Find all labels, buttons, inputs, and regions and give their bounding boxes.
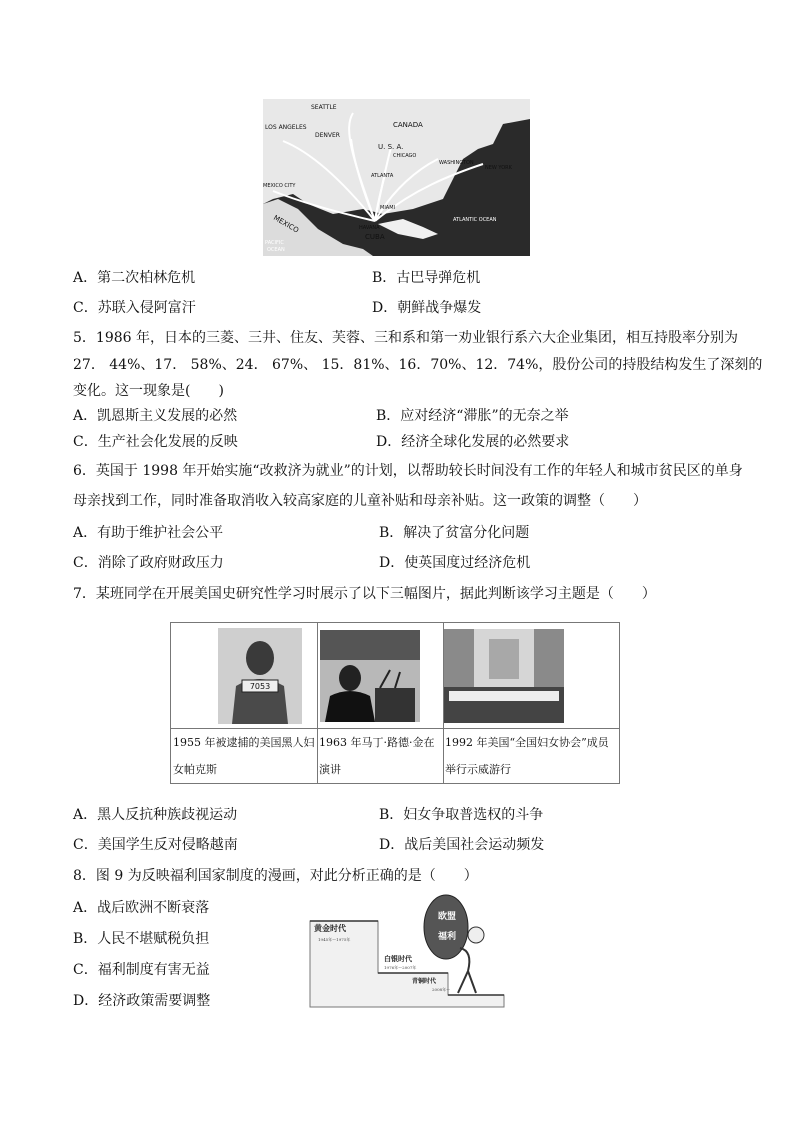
photo-king	[320, 630, 420, 722]
map-label-cuba: CUBA	[365, 233, 385, 241]
cartoon-bag-label-eu: 欧盟	[438, 912, 457, 922]
q8-stem: 8．图 9 为反映福利国家制度的漫画，对此分析正确的是（ ）	[73, 868, 478, 884]
caption-march	[443, 728, 619, 783]
map-label-pacific-ocean: OCEAN	[267, 247, 285, 253]
photo-cell-king	[317, 623, 444, 783]
q6-option-a: A．有助于维护社会公平	[73, 525, 224, 541]
caption-parks	[171, 728, 317, 783]
q5-stem-line2: 27． 44%、17． 58%、24． 67%、 15．81%、16．70%、12．74%，股份公司的持股结构发生了深刻的	[73, 357, 763, 373]
q8-option-c: C．福利制度有害无益	[73, 962, 210, 978]
cartoon-svg	[308, 893, 508, 1009]
caption-march-line2: 举行示威游行	[445, 763, 511, 776]
q6-option-b: B．解决了贫富分化问题	[379, 525, 530, 541]
q4-option-d: D．朝鲜战争爆发	[372, 300, 482, 316]
parks-board-number: 7053	[249, 682, 271, 691]
map-label-mexico: MEXICO	[272, 213, 301, 235]
q7-option-d: D．战后美国社会运动频发	[379, 837, 545, 853]
cartoon-silver-years: 1976年～2007年	[384, 965, 417, 970]
photo-cell-march	[443, 623, 619, 783]
cartoon-bronze-years: 2008年～	[432, 987, 451, 992]
map-label-seattle: SEATTLE	[311, 104, 337, 111]
caption-king-line2: 演讲	[319, 763, 341, 776]
photo-parks	[218, 628, 302, 724]
q5-stem-line3: 变化。这一现象是( )	[73, 383, 224, 399]
q5-option-c: C．生产社会化发展的反映	[73, 434, 238, 450]
map-label-new-york: NEW YORK	[485, 165, 512, 171]
q7-photo-table	[170, 622, 620, 784]
cartoon-silver-age: 白银时代	[384, 954, 412, 963]
q8-option-a: A．战后欧洲不断衰落	[73, 900, 210, 916]
cartoon-bag-label-welfare: 福利	[438, 932, 457, 942]
q7-stem: 7．某班同学在开展美国史研究性学习时展示了以下三幅图片，据此判断该学习主题是（ ）	[73, 586, 656, 602]
q8-option-d: D．经济政策需要调整	[73, 993, 211, 1009]
map-label-chicago: CHICAGO	[393, 153, 417, 159]
q5-option-b: B．应对经济“滞胀”的无奈之举	[376, 408, 569, 424]
q6-stem-line1: 6．英国于 1998 年开始实施“改救济为就业”的计划，以帮助较长时间没有工作的年轻人和城市贫民区的单身	[73, 463, 743, 479]
map-label-washington: WASHINGTON	[439, 160, 474, 166]
q7-option-c: C．美国学生反对侵略越南	[73, 837, 238, 853]
map-label-atlanta: ATLANTA	[371, 173, 394, 179]
caption-king-line1: 1963 年马丁·路德·金在	[319, 736, 435, 749]
map-label-atlantic: ATLANTIC OCEAN	[453, 217, 497, 223]
welfare-cartoon	[308, 893, 508, 1009]
q5-stem-line1: 5．1986 年，日本的三菱、三井、住友、芙蓉、三和系和第一劝业银行系六大企业集团，相互持股率分别为	[73, 330, 738, 346]
map-label-los-angeles: LOS ANGELES	[265, 124, 307, 131]
cartoon-gold-years: 1945年～1975年	[318, 937, 351, 942]
map-svg	[263, 99, 530, 256]
map-label-pacific: PACIFIC	[265, 240, 284, 246]
q6-option-c: C．消除了政府财政压力	[73, 555, 224, 571]
map-label-miami: MIAMI	[380, 205, 395, 211]
map-label-havana: HAVANA	[359, 225, 380, 231]
q5-option-d: D．经济全球化发展的必然要求	[376, 434, 570, 450]
q4-option-c: C．苏联入侵阿富汗	[73, 300, 196, 316]
cartoon-gold-age: 黄金时代	[314, 923, 346, 933]
caption-king	[317, 728, 443, 783]
q7-option-b: B．妇女争取普选权的斗争	[379, 807, 544, 823]
q8-option-b: B．人民不堪赋税负担	[73, 931, 210, 947]
cartoon-bronze-age: 青铜时代	[412, 978, 437, 985]
photo-march	[444, 629, 564, 723]
q6-stem-line2: 母亲找到工作，同时准备取消收入较高家庭的儿童补贴和母亲补贴。这一政策的调整（ ）	[73, 493, 647, 509]
caption-march-line1: 1992 年美国“全国妇女协会”成员	[445, 736, 609, 749]
map-label-canada: CANADA	[393, 121, 423, 129]
q4-option-a: A．第二次柏林危机	[73, 270, 196, 286]
q7-option-a: A．黑人反抗种族歧视运动	[73, 807, 238, 823]
caption-parks-line1: 1955 年被逮捕的美国黑人妇	[173, 736, 315, 749]
photo-cell-parks	[171, 623, 318, 783]
missile-range-map	[263, 99, 530, 256]
map-label-usa: U. S. A.	[378, 143, 404, 151]
q5-option-a: A．凯恩斯主义发展的必然	[73, 408, 238, 424]
map-label-denver: DENVER	[315, 132, 340, 139]
q6-option-d: D．使英国度过经济危机	[379, 555, 531, 571]
q4-option-b: B．古巴导弹危机	[372, 270, 481, 286]
map-label-mexico-city: MEXICO CITY	[263, 183, 296, 189]
caption-parks-line2: 女帕克斯	[173, 763, 217, 776]
